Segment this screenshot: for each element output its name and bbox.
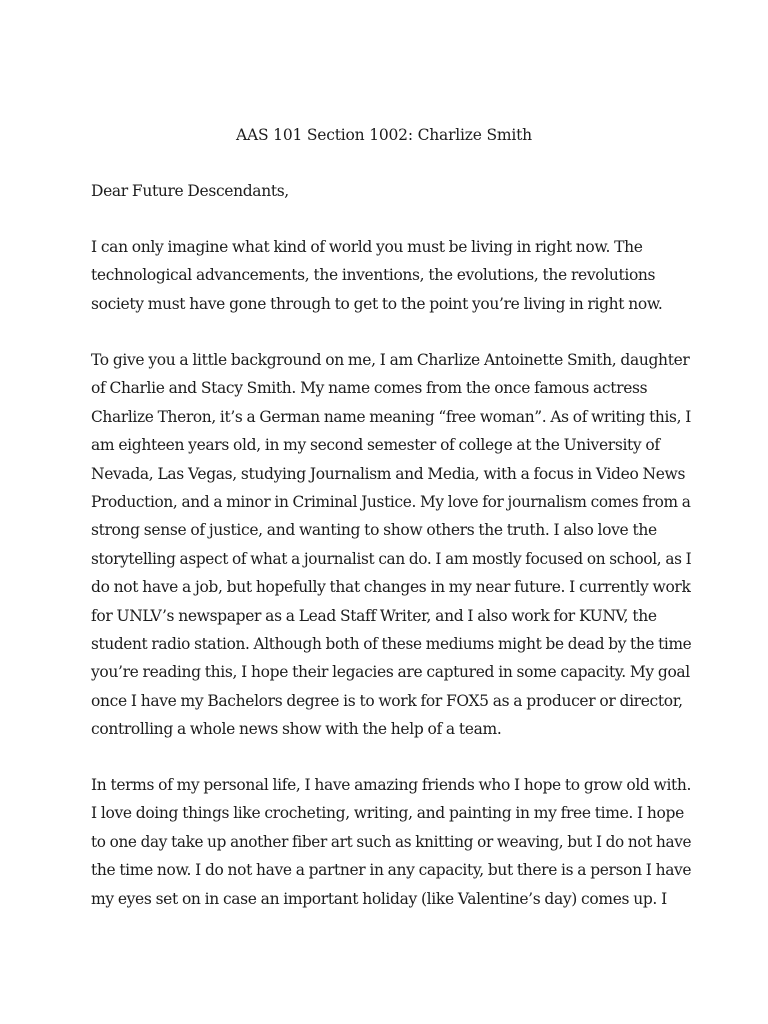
paragraph-line: I can only imagine what kind of world you must be living in right now. The: [91, 238, 643, 256]
paragraph-line: do not have a job, but hopefully that changes in my near future. I currently work: [91, 578, 691, 597]
paragraph-1: [91, 233, 691, 318]
paragraph-line: once I have my Bachelors degree is to work for FOX5 as a producer or director,: [91, 691, 683, 710]
paragraph-line: To give you a little background on me, I am Charlize Antoinette Smith, daughter: [91, 351, 690, 369]
paragraph-line: In terms of my personal life, I have amazing friends who I hope to grow old with.: [91, 776, 692, 794]
document-title: AAS 101 Section 1002: Charlize Smith: [236, 126, 532, 144]
paragraph-line: student radio station. Although both of these mediums might be dead by the time: [91, 635, 692, 654]
paragraph-line: strong sense of justice, and wanting to show others the truth. I also love the: [91, 521, 657, 540]
paragraph-line: you’re reading this, I hope their legacies are captured in some capacity. My goal: [91, 663, 690, 682]
paragraph-3: [91, 771, 691, 913]
paragraph-line: Production, and a minor in Criminal Justice. My love for journalism comes from a: [91, 493, 691, 512]
paragraph-line: storytelling aspect of what a journalist can do. I am mostly focused on school, as I: [91, 549, 692, 568]
paragraph-2: [91, 346, 691, 744]
paragraph-line: society must have gone through to get to the point you’re living in right now.: [91, 294, 663, 313]
paragraph-line: for UNLV’s newspaper as a Lead Staff Writer, and I also work for KUNV, the: [91, 606, 657, 625]
salutation: Dear Future Descendants,: [91, 182, 289, 200]
paragraph-line: to one day take up another fiber art such as knitting or weaving, but I do not have: [91, 832, 692, 851]
paragraph-line: technological advancements, the inventions, the evolutions, the revolutions: [91, 266, 656, 285]
paragraph-line: my eyes set on in case an important holiday (like Valentine’s day) comes up. I: [91, 889, 667, 908]
paragraph-line: controlling a whole news show with the help of a team.: [91, 720, 502, 739]
paragraph-line: am eighteen years old, in my second semester of college at the University of: [91, 436, 660, 455]
paragraph-line: I love doing things like crocheting, writing, and painting in my free time. I hope: [91, 804, 684, 823]
paragraph-line: Nevada, Las Vegas, studying Journalism and Media, with a focus in Video News: [91, 464, 686, 483]
paragraph-line: of Charlie and Stacy Smith. My name comes from the once famous actress: [91, 379, 648, 398]
paragraph-line: the time now. I do not have a partner in any capacity, but there is a person I have: [91, 861, 692, 880]
paragraph-line: Charlize Theron, it’s a German name meaning “free woman”. As of writing this, I: [91, 407, 691, 426]
